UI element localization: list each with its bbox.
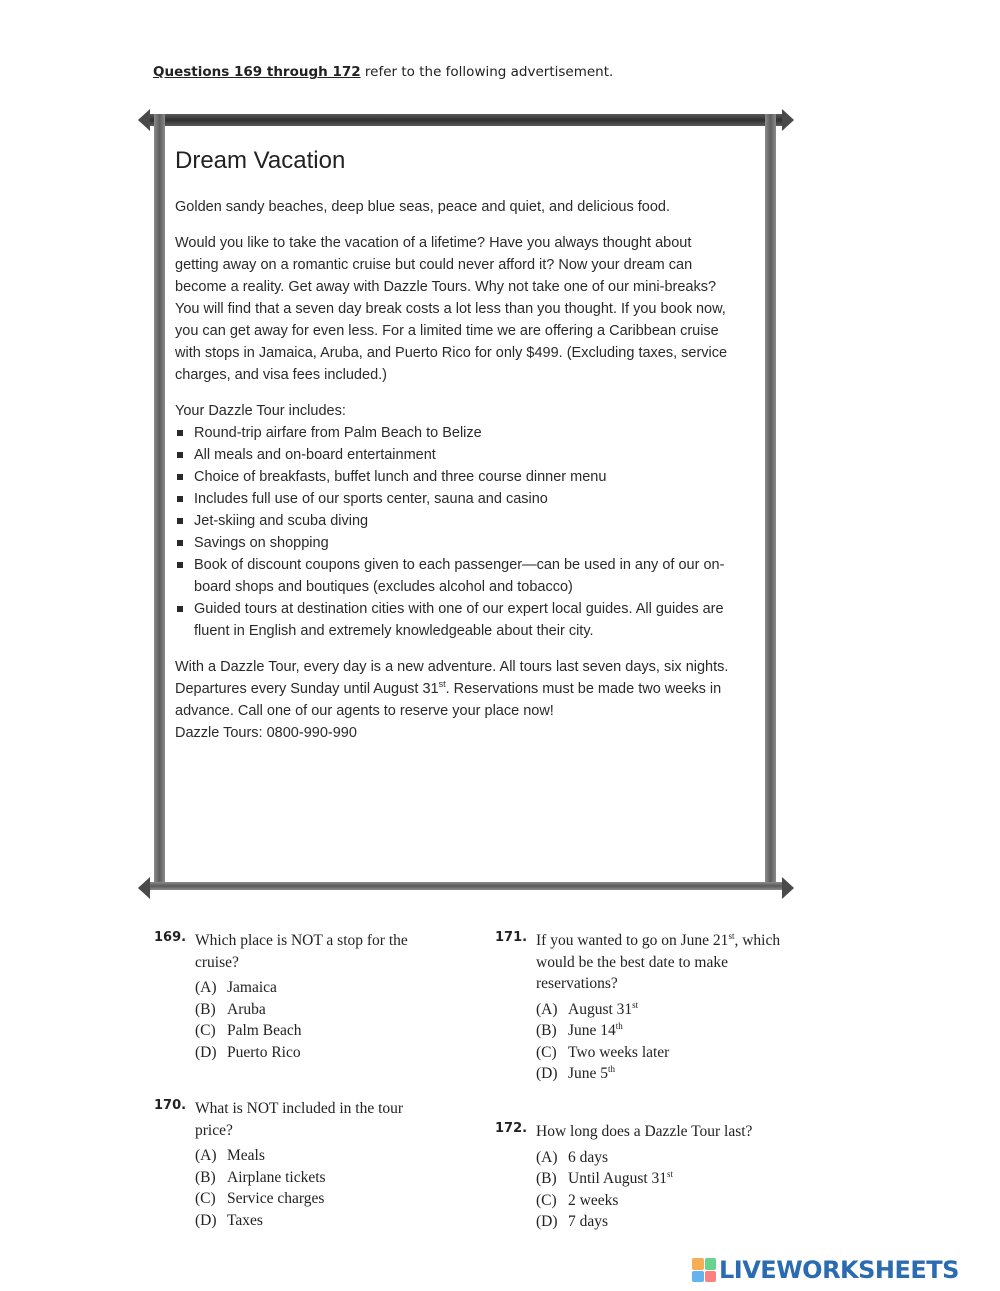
option-text: June 14 (568, 1022, 616, 1039)
question-text: How long does a Dazzle Tour last? (536, 1123, 753, 1140)
bullet-icon (177, 452, 183, 458)
option-letter: (B) (536, 1170, 557, 1187)
option-letter: (B) (195, 1168, 216, 1186)
option-letter: (C) (536, 1043, 557, 1061)
answer-options (195, 977, 444, 1063)
option-letter: (A) (195, 1147, 217, 1164)
ad-closing (175, 656, 735, 722)
answer-option[interactable] (195, 1210, 444, 1232)
list-item-text: Jet-skiing and scuba diving (194, 513, 369, 529)
answer-option[interactable] (195, 977, 444, 999)
answer-option[interactable] (536, 1168, 785, 1190)
logo-tile (705, 1258, 717, 1270)
answer-option[interactable] (195, 1145, 444, 1167)
frame-left-bar (154, 114, 165, 890)
list-item (175, 488, 735, 510)
list-item (175, 444, 735, 466)
advertisement-frame (148, 108, 784, 894)
option-letter: (A) (536, 1000, 558, 1018)
option-text: Two weeks later (568, 1043, 670, 1061)
answer-option[interactable] (195, 1042, 444, 1064)
logo-tile (692, 1271, 704, 1283)
bullet-icon (177, 474, 183, 480)
list-item-text: Round-trip airfare from Palm Beach to Belize (194, 425, 482, 441)
list-item (175, 598, 735, 642)
option-letter: (B) (195, 1000, 216, 1018)
list-item (175, 422, 735, 444)
ad-body: Would you like to take the vacation of a lifetime? Have you always thought about getting away on a romantic cruise but could never afford it? Now your dream can become a reality. Get away with Dazzle Tours. Why not take one of our mini-breaks? You will find that a seven day break costs a lot less than you thought. If you book now, you can get away for even less. For a limited time we are offering a Caribbean cruise with stops in Jamaica, Aruba, and Puerto Rico for only $499. (Excluding taxes, service charges, and visa fees included.) (175, 235, 728, 383)
frame-right-bar (765, 114, 776, 890)
question-text: What is NOT included in the tour price? (195, 1100, 404, 1139)
option-text: Aruba (227, 1000, 266, 1018)
option-text: August 31 (568, 1000, 633, 1018)
bullet-icon (177, 518, 183, 524)
answer-option[interactable] (536, 1147, 785, 1169)
list-item-text: Book of discount coupons given to each passenger—can be used in any of our on-board shops and boutiques (excludes alcohol and tobacco) (194, 557, 725, 595)
bullet-icon (177, 430, 183, 436)
question-text-end: , which would be the best date to make reservations? (536, 932, 781, 992)
option-letter: (C) (536, 1191, 557, 1209)
option-letter: (C) (195, 1022, 216, 1039)
list-item (175, 466, 735, 488)
ordinal-suffix: th (608, 1063, 616, 1074)
questions-intro (153, 64, 613, 80)
bullet-icon (177, 496, 183, 502)
answer-options (195, 1145, 444, 1231)
answer-options (536, 1147, 785, 1233)
question-number: 172. (495, 1121, 528, 1136)
answer-option[interactable] (536, 1042, 785, 1064)
option-text: Jamaica (227, 979, 277, 996)
liveworksheets-logo-icon (692, 1258, 716, 1282)
option-letter: (C) (195, 1190, 216, 1207)
liveworksheets-brand (692, 1255, 959, 1285)
option-letter: (D) (536, 1065, 558, 1082)
list-item-text: Savings on shopping (194, 535, 329, 551)
logo-tile (692, 1258, 704, 1270)
answer-option[interactable] (536, 1063, 785, 1085)
option-letter: (D) (536, 1213, 558, 1230)
question-text: Which place is NOT a stop for the cruise? (195, 932, 408, 971)
option-text: Service charges (227, 1190, 325, 1207)
ordinal-suffix: th (615, 1020, 623, 1031)
list-item-text: All meals and on-board entertainment (194, 447, 436, 463)
answer-option[interactable] (195, 1167, 444, 1189)
option-text: Palm Beach (227, 1022, 302, 1039)
answer-option[interactable] (195, 999, 444, 1021)
closing-text-end: . Reservations must be made two weeks in advance. Call one of our agents to reserve your place now! (175, 681, 722, 719)
ordinal-suffix: st (667, 1168, 674, 1179)
question-172 (495, 1121, 785, 1233)
question-text-start: If you wanted to go on June 21 (536, 932, 729, 949)
option-text: Taxes (227, 1211, 263, 1229)
option-text: June 5 (568, 1065, 609, 1082)
includes-list (175, 422, 735, 642)
option-letter: (A) (536, 1148, 558, 1166)
question-text (536, 930, 785, 995)
option-text: 2 weeks (568, 1191, 619, 1209)
questions-reference: Questions 169 through 172 (153, 64, 361, 80)
ad-contact: Dazzle Tours: 0800-990-990 (175, 725, 357, 741)
frame-bottom-bar (148, 882, 784, 890)
option-letter: (D) (195, 1211, 217, 1229)
list-item-text: Includes full use of our sports center, sauna and casino (194, 491, 548, 507)
question-number: 169. (154, 930, 187, 945)
answer-option[interactable] (536, 1211, 785, 1233)
bullet-icon (177, 562, 183, 568)
ad-title: Dream Vacation (175, 147, 346, 174)
option-text: 7 days (568, 1213, 609, 1230)
option-text: Airplane tickets (227, 1168, 326, 1186)
option-text: Until August 31 (568, 1170, 668, 1187)
ordinal-suffix: st (728, 930, 735, 941)
includes-heading: Your Dazzle Tour includes: (175, 403, 346, 419)
list-item-text: Choice of breakfasts, buffet lunch and three course dinner menu (194, 469, 607, 485)
list-item (175, 532, 735, 554)
option-text: Meals (227, 1147, 265, 1164)
list-item (175, 554, 735, 598)
logo-tile (705, 1271, 717, 1283)
ad-tagline: Golden sandy beaches, deep blue seas, peace and quiet, and delicious food. (175, 199, 670, 215)
answer-option[interactable] (536, 999, 785, 1021)
ordinal-suffix: st (632, 999, 639, 1010)
answer-option[interactable] (536, 1190, 785, 1212)
intro-text: refer to the following advertisement. (360, 64, 614, 80)
answer-option[interactable] (536, 1020, 785, 1042)
bullet-icon (177, 540, 183, 546)
bullet-icon (177, 606, 183, 612)
list-item (175, 510, 735, 532)
option-letter: (A) (195, 979, 217, 996)
list-item-text: Guided tours at destination cities with one of our expert local guides. All guides are fluent in English and extremely knowledgeable about their city. (194, 601, 724, 639)
advertisement-content (175, 146, 735, 744)
answer-option[interactable] (195, 1020, 444, 1042)
answer-options (536, 999, 785, 1085)
closing-text: With a Dazzle Tour, every day is a new adventure. All tours last seven days, six nights. Departures every Sunday until August 31 (175, 659, 729, 697)
question-169 (154, 930, 444, 1063)
question-number: 171. (495, 930, 528, 945)
option-text: 6 days (568, 1148, 609, 1166)
option-text: Puerto Rico (227, 1043, 301, 1061)
brand-name: LIVEWORKSHEETS (719, 1256, 959, 1284)
frame-top-bar (148, 114, 784, 126)
ordinal-suffix: st (438, 679, 446, 690)
question-171 (495, 930, 785, 1085)
question-number: 170. (154, 1098, 187, 1113)
answer-option[interactable] (195, 1188, 444, 1210)
option-letter: (B) (536, 1022, 557, 1039)
question-170 (154, 1098, 444, 1231)
option-letter: (D) (195, 1043, 217, 1061)
